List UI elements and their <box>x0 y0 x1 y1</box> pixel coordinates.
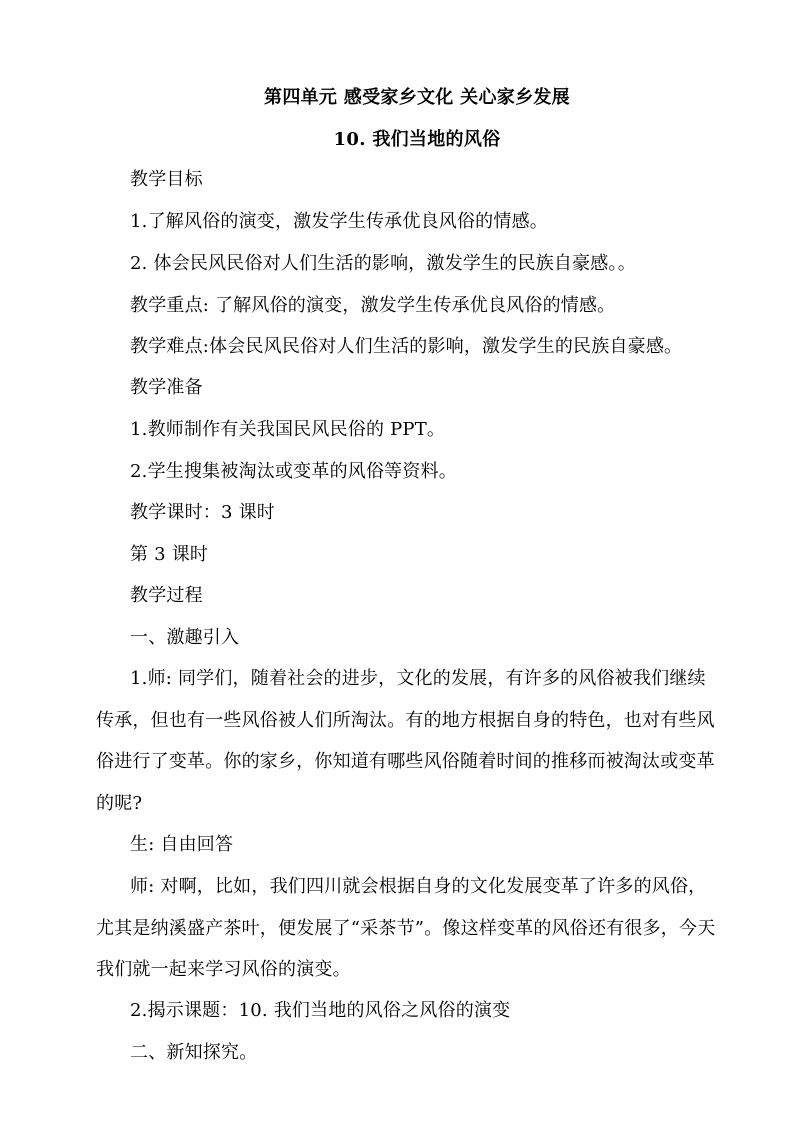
lesson-title: 10. 我们当地的风俗 <box>333 129 501 150</box>
objective-item-2: 2. 体会民风民俗对人们生活的影响，激发学生的民族自豪感。。 <box>130 253 636 274</box>
class-hours-line: 教学课时：3 课时 <box>130 502 275 523</box>
student-answer-paragraph: 生: 自由回答 <box>130 834 234 855</box>
step-heading-intro: 一、激趣引入 <box>130 627 240 648</box>
unit-title: 第四单元 感受家乡文化 关心家乡发展 <box>264 87 570 108</box>
section-heading-process: 教学过程 <box>130 585 203 606</box>
new-knowledge-heading: 二、新知探究。 <box>130 1042 258 1063</box>
key-point-line: 教学重点: 了解风俗的演变，激发学生传承优良风俗的情感。 <box>130 295 616 316</box>
preparation-item-2: 2.学生搜集被淘汰或变革的风俗等资料。 <box>130 461 457 482</box>
objective-item-1: 1.了解风俗的演变，激发学生传承优良风俗的情感。 <box>130 211 548 232</box>
section-heading-preparation: 教学准备 <box>130 377 203 398</box>
preparation-item-1: 1.教师制作有关我国民风民俗的 PPT。 <box>130 419 446 440</box>
teacher-followup-paragraph: 师: 对啊，比如，我们四川就会根据自身的文化发展变革了许多的风俗，尤其是纳溪盛产茶叶，便发展了“采茶节”。像这样变革的风俗还有很多，今天我们就一起来学习风俗的演变。 <box>96 876 716 980</box>
section-heading-objectives: 教学目标 <box>130 169 203 190</box>
teacher-intro-paragraph: 1.师: 同学们，随着社会的进步，文化的发展，有许多的风俗被我们继续传承，但也有一些风俗被人们所淘汰。有的地方根据自身的特色，也对有些风俗进行了变革。你的家乡，你知道有哪些风俗随着时间的推移而被淘汰或变革的呢? <box>96 668 715 814</box>
difficult-point-line: 教学难点:体会民风民俗对人们生活的影响，激发学生的民族自豪感。 <box>130 336 683 357</box>
period-label: 第 3 课时 <box>130 544 209 565</box>
reveal-topic-paragraph: 2.揭示课题：10. 我们当地的风俗之风俗的演变 <box>130 1000 511 1021</box>
